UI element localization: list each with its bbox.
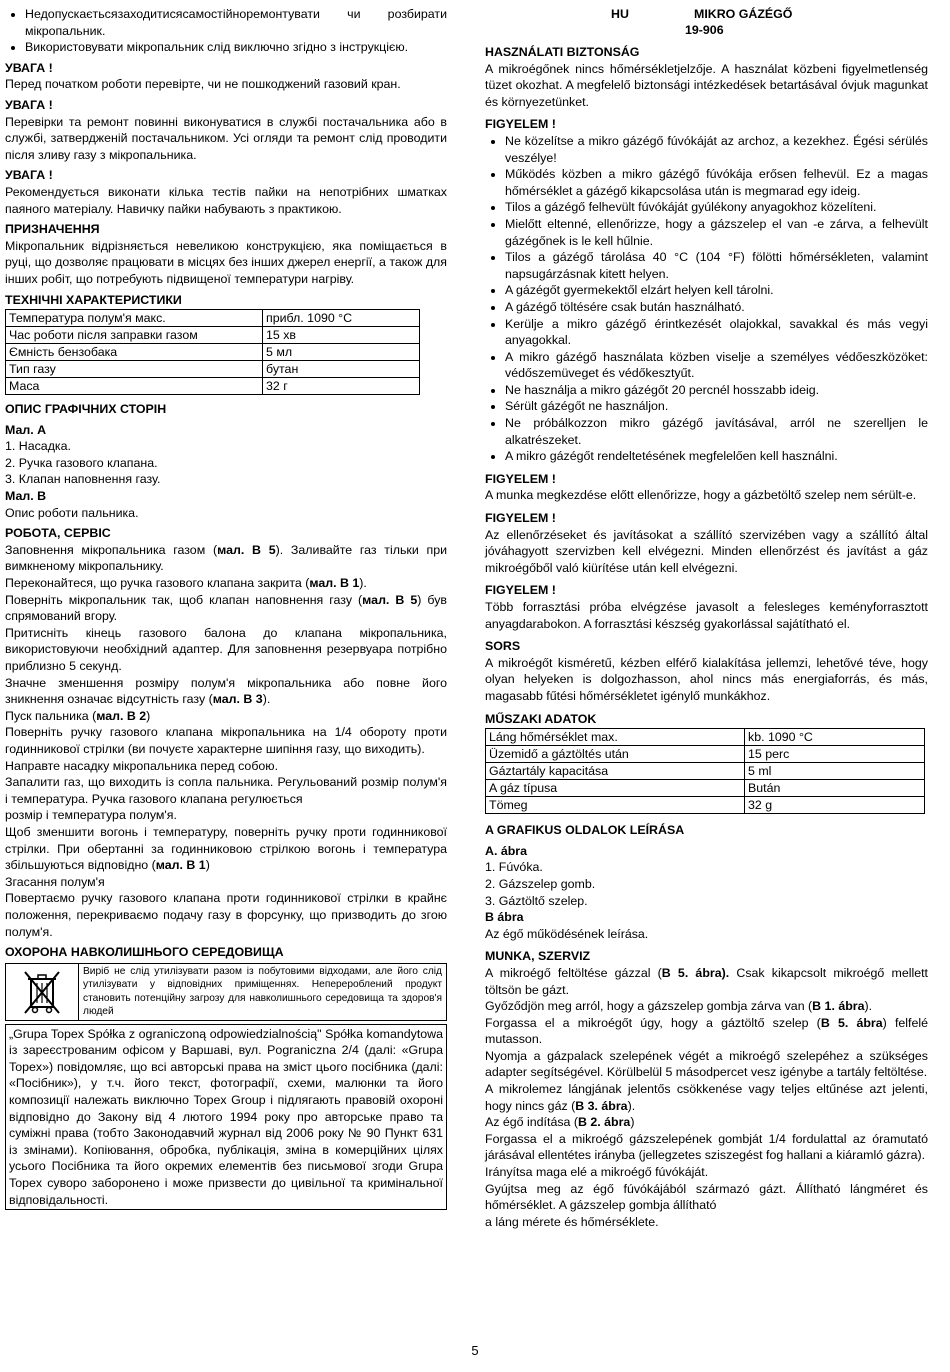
product-name: MIKRO GÁZÉGŐ [694, 7, 793, 21]
table-row [486, 729, 925, 746]
table-cell: Ємність бензобака [6, 344, 263, 361]
warning-text: Перед початком роботи перевірте, чи не пошкоджений газовий кран. [5, 77, 401, 92]
list-item: • Sérült gázégőt ne használjon. [505, 398, 928, 415]
safety-heading: HASZNÁLATI BIZTONSÁG [485, 45, 640, 59]
figure-item: 1. Насадка. [5, 439, 71, 454]
list-item: • Tilos a gázégő tárolása 40 °C (104 °F) fölötti hőmérsékleten, valamint napsugárzásnak kitett helyen. [505, 249, 928, 282]
warning-bullet-list [485, 133, 928, 465]
list-item: • Ne próbálkozzon mikro gázégő javításával, arról ne szerelljen le alkatrészeket. [505, 415, 928, 448]
work-paragraph: Nyomja a gázpalack szelepének végét a mikroégő szelepéhez a szükséges adapter segítségével. Körülbelül 5 másodpercet vesz igénybe a tartály feltöltése. [485, 1048, 928, 1080]
work-paragraph: Переконайтеся, що ручка газового клапана закрита (мал. B 1). [5, 576, 367, 591]
table-cell: Gáztartály kapacitása [486, 763, 745, 780]
purpose-heading: SORS [485, 639, 521, 654]
work-paragraph: Згасання полум'я [5, 874, 105, 889]
table-row [486, 746, 925, 763]
work-paragraph: Поверніть ручку газового клапана мікропальника на 1/4 обороту проти годинникової стрілки (ви почуєте характерне шипіння газу, що виходить). [5, 725, 447, 756]
figure-b-text: Опис роботи пальника. [5, 505, 139, 520]
work-paragraph: A mikroégő feltöltése gázzal (B 5. ábra). Csak kikapcsolt mikroégő mellett töltsön be gázt. [485, 965, 928, 997]
table-cell: 32 g [745, 797, 925, 814]
figure-a-label: A. ábra [485, 843, 528, 858]
work-paragraph: Заповнення мікропальника газом (мал. B 5). Заливайте газ тільки при вимкненому мікропальнику. [5, 542, 448, 574]
copyright-box [5, 1024, 447, 1211]
list-item: • A gázégőt gyermekektől elzárt helyen kell tárolni. [505, 282, 928, 299]
table-cell: Тип газу [6, 361, 263, 378]
left-column [5, 6, 447, 1210]
figure-b-label: Мал. B [5, 489, 47, 504]
table-row [486, 763, 925, 780]
warning-text: Рекомендується виконати кілька тестів пайки на непотрібних шматках паяного матеріалу. Навичку пайки набувають з практикою. [5, 184, 447, 216]
table-cell: kb. 1090 °C [745, 729, 925, 746]
warning-heading: УВАГА ! [5, 60, 53, 75]
table-cell: прибл. 1090 °C [263, 310, 420, 327]
specs-table [5, 309, 420, 395]
work-paragraph: Притисніть кінець газового балона до клапана мікропальника, використовуючи необхідний адаптер. Для заповнення резервуара потрібно приблизно 5 секунд. [5, 625, 447, 673]
warning-text: Az ellenőrzéseket és javításokat a szállító szervizében vagy a szállító által jóváhagyott szervizben kell elvégezni. Minden ellenőrzést és javítást a gáz mikroégőből való kiürítése után kell elvégezni. [485, 527, 928, 575]
table-row [6, 327, 420, 344]
work-paragraph: Повертаємо ручку газового клапана проти годинникової стрілки в крайнє положення, перекриваємо подачу газу в форсунку, що призводить до згою полум'я. [5, 891, 447, 939]
work-paragraph: Forgassa el a mikroégő gázszelepének gombját 1/4 fordulattal az óramutató járásával ellentétes irányba (jellegzetes sziszegést fog hallani a kiáramló gázra). [485, 1131, 928, 1163]
table-cell: 15 хв [263, 327, 420, 344]
list-item: • Недопускаєтьсязаходитисясамостійноремонтувати чи розбирати мікропальник. [25, 6, 447, 39]
table-cell: Tömeg [486, 797, 745, 814]
table-cell: Üzemidő a gáztöltés után [486, 746, 745, 763]
environment-heading: ОХОРОНА НАВКОЛИШНЬОГО СЕРЕДОВИЩА [5, 945, 284, 960]
list-item: • A gázégő töltésére csak bután használható. [505, 299, 928, 316]
work-paragraph: Gyújtsa meg az égő fúvókájából származó gázt. Állítható lángméret és hőmérséklet. A gázszelep gombja állítható [485, 1181, 928, 1213]
figure-item: 2. Gázszelep gomb. [485, 876, 596, 891]
table-row [486, 797, 925, 814]
warning-heading: FIGYELEM ! [485, 117, 556, 132]
graphics-heading: A GRAFIKUS OLDALOK LEÍRÁSA [485, 823, 685, 838]
figure-b-text: Az égő működésének leírása. [485, 926, 649, 941]
figure-b-label: B ábra [485, 910, 524, 925]
warning-heading: FIGYELEM ! [485, 583, 556, 598]
work-paragraph: a láng mérete és hőmérséklete. [485, 1214, 659, 1229]
table-row [6, 361, 420, 378]
page-number: 5 [471, 1343, 479, 1358]
language-code: HU [611, 7, 629, 21]
specs-table [485, 728, 925, 814]
figure-item: 2. Ручка газового клапана. [5, 455, 158, 470]
work-heading: MUNKA, SZERVIZ [485, 949, 591, 964]
warning-heading: УВАГА ! [5, 168, 53, 183]
work-paragraph: Az égő indítása (B 2. ábra) [485, 1115, 635, 1130]
table-cell: Láng hőmérséklet max. [486, 729, 745, 746]
table-cell: 5 мл [263, 344, 420, 361]
list-item: • Kerülje a mikro gázégő érintkezését olajokkal, savakkal és más vegyi anyagokkal. [505, 316, 928, 349]
work-paragraph: розмір і температура полум'я. [5, 808, 177, 823]
purpose-heading: ПРИЗНАЧЕННЯ [5, 222, 100, 237]
work-paragraph: Направте насадку мікропальника перед собою. [5, 758, 279, 773]
copyright-text: „Grupa Topex Spółka z ograniczoną odpowiedzialnością" Spółka komandytowa із зареєстрованим офісом у Варшаві, вул. Pograniczna 2/4 (далі: «Grupa Topex») повідомляє, що всі авторські права на зміст цього посібника (далі: «Посібник»), у т.ч. його текст, фотографії, схеми, малюнки та його композиції належать виключно Topex Group і підлягають правовій охороні відповідно до Закону від 4 лютого 1994 року про авторське право та суміжні права (тобто Законодавчий журнал від 2006 року № 90 Пункт 631 із змінами). Копіювання, обробка, публікація, зміна в комерційних цілях усього Посібника та його окремих елементів без письмової згоди Grupa Topex суворо заборонено і може призвести до цивільної та кримінальної відповідальності. [9, 1026, 443, 1207]
table-row [6, 378, 420, 395]
work-paragraph: Győződjön meg arról, hogy a gázszelep gombja zárva van (B 1. ábra). [485, 999, 873, 1014]
work-paragraph: Щоб зменшити вогонь і температуру, поверніть ручку проти годинникової стрілки. При обертанні за годинниковою стрілкою вогонь і температура збільшуються відповідно (мал. B 1) [5, 824, 447, 873]
work-paragraph: Irányítsa maga elé a mikroégő fúvókáját. [485, 1165, 709, 1180]
table-cell: A gáz típusa [486, 780, 745, 797]
warning-text: A munka megkezdése előtt ellenőrizze, hogy a gázbetöltő szelep nem sérült-e. [485, 488, 917, 503]
table-row [6, 344, 420, 361]
warning-text: Több forrasztási próba elvégzése javasolt a felesleges keményforrasztott anyagdarabokon. A forrasztási készség gyakorlással sajátítható el. [485, 600, 928, 631]
table-row [486, 780, 925, 797]
product-title-block [485, 6, 928, 40]
list-item: • Működés közben a mikro gázégő fúvókája erősen felhevül. Ez a magas hőmérséklet a gázégő kikapcsolása után is megmarad egy ideig. [505, 166, 928, 199]
list-item: • Mielőtt eltenné, ellenőrizze, hogy a gázszelep el van -e zárva, a felhevült gázégőnek is le kell hűlnie. [505, 216, 928, 249]
model-number: 19-906 [685, 23, 724, 37]
work-paragraph: A mikrolemez lángjának jelentős csökkenése vagy teljes eltűnése azt jelenti, hogy nincs gáz (B 3. ábra). [485, 1082, 928, 1113]
table-cell: Маса [6, 378, 263, 395]
purpose-text: A mikroégőt kisméretű, kézben elférő kialakítása jellemzi, lehetővé téve, hogy olyan helyeken is dolgozhasson, ahol nincs más energiaforrás, és más, magasabb fűtési hőmérsékletet igénylő munkákhoz. [485, 655, 928, 703]
table-cell: Bután [745, 780, 925, 797]
graphics-heading: ОПИС ГРАФІЧНИХ СТОРІН [5, 402, 167, 417]
list-item: • Tilos a gázégő felhevült fúvókáját gyúlékony anyagokhoz közelíteni. [505, 199, 928, 216]
list-item: • A mikro gázégőt rendeltetésének megfelelően kell használni. [505, 448, 928, 465]
crossed-bin-icon [6, 964, 79, 1020]
work-paragraph: Значне зменшення розміру полум'я мікропальника або повне його зникнення означає відсутність газу (мал. B 3). [5, 675, 447, 707]
work-heading: РОБОТА, СЕРВІС [5, 526, 111, 541]
intro-bullet-list [5, 6, 447, 56]
figure-item: 3. Gáztöltő szelep. [485, 893, 588, 908]
warning-heading: FIGYELEM ! [485, 471, 556, 486]
work-paragraph: Forgassa el a mikroégőt úgy, hogy a gáztöltő szelep (B 5. ábra) felfelé mutasson. [485, 1015, 929, 1047]
figure-a-label: Мал. A [5, 422, 47, 437]
safety-text: A mikroégőnek nincs hőmérsékletjelzője. A használat közbeni figyelmetlenség tüzet okozhat. A megfelelő biztonsági intézkedések betartásával óvjuk magunkat és környezetünket. [485, 61, 928, 109]
specs-heading: ТЕХНІЧНІ ХАРАКТЕРИСТИКИ [5, 292, 182, 307]
purpose-text: Мікропальник відрізняється невеликою конструкцією, яка поміщається в руці, що дозволяє працювати в місцях без інших джерел енергії, а також для інших робіт, що потребують підвищеної температури нагріву. [5, 238, 447, 286]
work-paragraph: Поверніть мікропальник так, щоб клапан наповнення газу (мал. B 5) був спрямований вгору. [5, 592, 447, 624]
list-item: • Ne közelítse a mikro gázégő fúvókáját az archoz, a kezekhez. Égési sérülés veszélye! [505, 133, 928, 166]
figure-item: 3. Клапан наповнення газу. [5, 472, 161, 487]
environment-text: Виріб не слід утилізувати разом із побутовими відходами, але його слід утилізувати у відповідних приміщеннях. Неперероблений продукт становить потенційну загрозу для навколишнього середовища та здоров'я людей [83, 965, 442, 1018]
table-cell: бутан [263, 361, 420, 378]
right-column [485, 6, 928, 1230]
table-cell: Температура полум'я макс. [6, 310, 263, 327]
specs-heading: MŰSZAKI ADATOK [485, 711, 597, 726]
table-cell: 5 ml [745, 763, 925, 780]
list-item: • Ne használja a mikro gázégőt 20 percnél hosszabb ideig. [505, 382, 928, 399]
figure-item: 1. Fúvóka. [485, 860, 543, 875]
table-cell: 15 perc [745, 746, 925, 763]
table-cell: 32 г [263, 378, 420, 395]
table-row [6, 310, 420, 327]
environment-box [5, 963, 447, 1021]
list-item: • Використовувати мікропальник слід виключно згідно з інструкцією. [25, 39, 447, 56]
warning-heading: УВАГА ! [5, 97, 53, 112]
work-paragraph: Пуск пальника (мал. B 2) [5, 708, 151, 723]
table-cell: Час роботи після заправки газом [6, 327, 263, 344]
work-paragraph: Запалити газ, що виходить із сопла пальника. Регульований розмір полум'я і температура. Ручка газового клапана регулюється [5, 775, 447, 806]
warning-heading: FIGYELEM ! [485, 511, 556, 526]
warning-text: Перевірки та ремонт повинні виконуватися в службі постачальника або в службі, затвердженій постачальником. Усі огляди та ремонт слід проводити після зливу газу з мікропальника. [5, 114, 447, 162]
list-item: • A mikro gázégő használata közben viselje a személyes védőeszközöket: védőszemüveget és védőkesztyűt. [505, 349, 928, 382]
